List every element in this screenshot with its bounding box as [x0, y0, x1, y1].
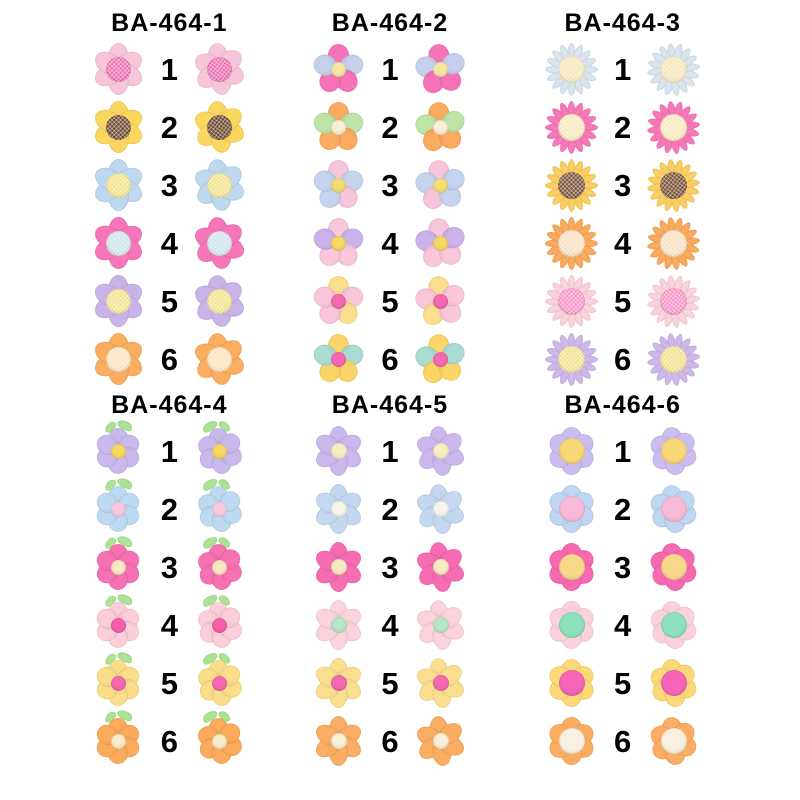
flower-image-right [190, 271, 250, 331]
variant-row [545, 98, 701, 156]
variant-number: 1 [381, 51, 399, 87]
flower-image-left [91, 42, 145, 96]
flower-center [331, 120, 346, 135]
variant-row [312, 480, 468, 538]
variant-number: 3 [381, 167, 399, 203]
flower-image-right [190, 329, 250, 389]
variant-row [312, 98, 468, 156]
flower-image-right [190, 421, 250, 481]
variant-number: 6 [381, 341, 399, 377]
flower-image-left [312, 482, 366, 536]
flower-image-right [644, 155, 704, 215]
flower-image-right [411, 595, 471, 655]
variant-number: 2 [614, 491, 632, 527]
flower-image-left [312, 714, 366, 768]
variant-number: 2 [160, 109, 178, 145]
flower-center [558, 114, 585, 141]
flower-image-right [411, 479, 471, 539]
flower-image-right [644, 421, 704, 481]
variant-row [91, 712, 247, 770]
flower-center [558, 56, 585, 83]
flower-image-right [644, 329, 704, 389]
variant-number: 1 [614, 51, 632, 87]
flower-image-left [91, 100, 145, 154]
variant-row [91, 156, 247, 214]
variant-row [91, 40, 247, 98]
flower-image-right [190, 39, 250, 99]
variant-number: 6 [160, 723, 178, 759]
variant-row [312, 214, 468, 272]
flower-image-right [190, 595, 250, 655]
variant-row [91, 422, 247, 480]
flower-image-left [312, 42, 366, 96]
variant-number: 4 [160, 607, 178, 643]
flower-image-left [91, 540, 145, 594]
variant-row [91, 538, 247, 596]
variant-number: 1 [614, 433, 632, 469]
flower-image-left [545, 424, 599, 478]
variant-number: 6 [160, 341, 178, 377]
flower-center [558, 230, 585, 257]
flower-center [106, 231, 131, 256]
variant-number: 5 [160, 283, 178, 319]
flower-center [111, 560, 126, 575]
variant-row [312, 654, 468, 712]
variant-row [312, 538, 468, 596]
flower-image-left [545, 100, 599, 154]
flower-image-left [91, 424, 145, 478]
flower-image-right [411, 271, 471, 331]
product-group [489, 388, 756, 770]
flower-image-left [91, 598, 145, 652]
variant-row [312, 40, 468, 98]
flower-center [111, 502, 126, 517]
variant-row [91, 214, 247, 272]
variant-row [312, 422, 468, 480]
flower-image-left [312, 540, 366, 594]
variant-row [91, 480, 247, 538]
variant-number: 6 [381, 723, 399, 759]
product-group [489, 6, 756, 388]
variant-number: 4 [381, 607, 399, 643]
variant-number: 2 [160, 491, 178, 527]
group-title: BA-464-5 [331, 391, 449, 419]
variant-row [545, 712, 701, 770]
flower-image-right [190, 653, 250, 713]
product-group [257, 388, 524, 770]
variant-number: 3 [160, 549, 178, 585]
flower-image-left [91, 332, 145, 386]
flower-center [106, 115, 131, 140]
variant-row [545, 330, 701, 388]
variant-number: 4 [381, 225, 399, 261]
flower-image-left [91, 158, 145, 212]
variant-row [545, 538, 701, 596]
flower-image-right [190, 213, 250, 273]
flower-image-right [190, 711, 250, 771]
flower-image-right [190, 97, 250, 157]
flower-image-right [644, 271, 704, 331]
variant-number: 6 [614, 723, 632, 759]
variant-number: 1 [381, 433, 399, 469]
group-title: BA-464-4 [111, 391, 228, 419]
flower-image-right [411, 711, 471, 771]
flower-image-right [644, 595, 704, 655]
flower-image-right [190, 479, 250, 539]
flower-image-right [190, 537, 250, 597]
flower-image-left [545, 216, 599, 270]
flower-center [558, 346, 585, 373]
variant-row [312, 330, 468, 388]
flower-image-right [644, 97, 704, 157]
variant-row [91, 596, 247, 654]
flower-image-left [91, 216, 145, 270]
variant-number: 4 [614, 225, 632, 261]
variant-number: 5 [381, 665, 399, 701]
variant-row [545, 156, 701, 214]
variant-row [545, 422, 701, 480]
flower-image-left [545, 42, 599, 96]
flower-image-right [644, 653, 704, 713]
flower-image-left [312, 424, 366, 478]
flower-image-left [545, 482, 599, 536]
flower-image-right [644, 213, 704, 273]
flower-center [111, 444, 126, 459]
flower-image-right [644, 479, 704, 539]
variant-number: 5 [614, 283, 632, 319]
flower-center [106, 289, 131, 314]
flower-image-right [644, 537, 704, 597]
flower-image-right [411, 421, 471, 481]
variant-number: 5 [160, 665, 178, 701]
flower-image-right [644, 711, 704, 771]
variant-number: 2 [614, 109, 632, 145]
flower-image-right [411, 537, 471, 597]
flower-image-left [312, 656, 366, 710]
variant-number: 3 [614, 167, 632, 203]
flower-image-left [545, 656, 599, 710]
variant-row [312, 156, 468, 214]
flower-image-left [312, 274, 366, 328]
variant-row [312, 596, 468, 654]
flower-center [558, 172, 585, 199]
flower-image-left [545, 158, 599, 212]
flower-center [558, 288, 585, 315]
flower-image-left [545, 598, 599, 652]
flower-image-left [545, 274, 599, 328]
variant-row [545, 654, 701, 712]
flower-center [111, 734, 126, 749]
variant-row [91, 98, 247, 156]
flower-center [106, 173, 131, 198]
variant-number: 4 [160, 225, 178, 261]
variant-number: 5 [614, 665, 632, 701]
variant-row [91, 272, 247, 330]
flower-image-left [91, 482, 145, 536]
flower-image-left [545, 332, 599, 386]
flower-image-right [411, 213, 471, 273]
flower-center [111, 618, 126, 633]
variant-row [91, 654, 247, 712]
flower-image-right [411, 329, 471, 389]
product-group [257, 6, 524, 388]
flower-image-right [411, 39, 471, 99]
flower-center [106, 347, 131, 372]
flower-image-left [312, 332, 366, 386]
flower-image-left [545, 714, 599, 768]
flower-image-left [91, 274, 145, 328]
group-title: BA-464-6 [564, 391, 681, 419]
variant-number: 3 [614, 549, 632, 585]
flower-center [331, 62, 346, 77]
variant-number: 2 [381, 109, 399, 145]
flower-image-left [312, 216, 366, 270]
variant-number: 4 [614, 607, 632, 643]
variant-number: 1 [160, 433, 178, 469]
variant-number: 5 [381, 283, 399, 319]
variant-row [545, 596, 701, 654]
variant-row [545, 40, 701, 98]
flower-image-left [312, 158, 366, 212]
flower-center [106, 57, 131, 82]
variant-row [91, 330, 247, 388]
variant-row [312, 712, 468, 770]
flower-center [331, 178, 346, 193]
group-title: BA-464-3 [564, 9, 681, 37]
flower-image-left [91, 656, 145, 710]
flower-image-left [545, 540, 599, 594]
flower-image-left [91, 714, 145, 768]
flower-image-right [411, 97, 471, 157]
flower-image-left [312, 100, 366, 154]
flower-image-right [411, 155, 471, 215]
flower-image-right [644, 39, 704, 99]
variant-row [545, 272, 701, 330]
variant-row [312, 272, 468, 330]
variant-number: 1 [160, 51, 178, 87]
flower-center [331, 236, 346, 251]
flower-center [331, 352, 346, 367]
flower-center [331, 294, 346, 309]
variant-number: 6 [614, 341, 632, 377]
flower-image-right [190, 155, 250, 215]
group-title: BA-464-1 [111, 9, 228, 37]
flower-image-right [411, 653, 471, 713]
flower-center [111, 676, 126, 691]
variant-row [545, 480, 701, 538]
flower-image-left [312, 598, 366, 652]
group-title: BA-464-2 [331, 9, 449, 37]
variant-row [545, 214, 701, 272]
variant-number: 2 [381, 491, 399, 527]
variant-number: 3 [381, 549, 399, 585]
variant-number: 3 [160, 167, 178, 203]
